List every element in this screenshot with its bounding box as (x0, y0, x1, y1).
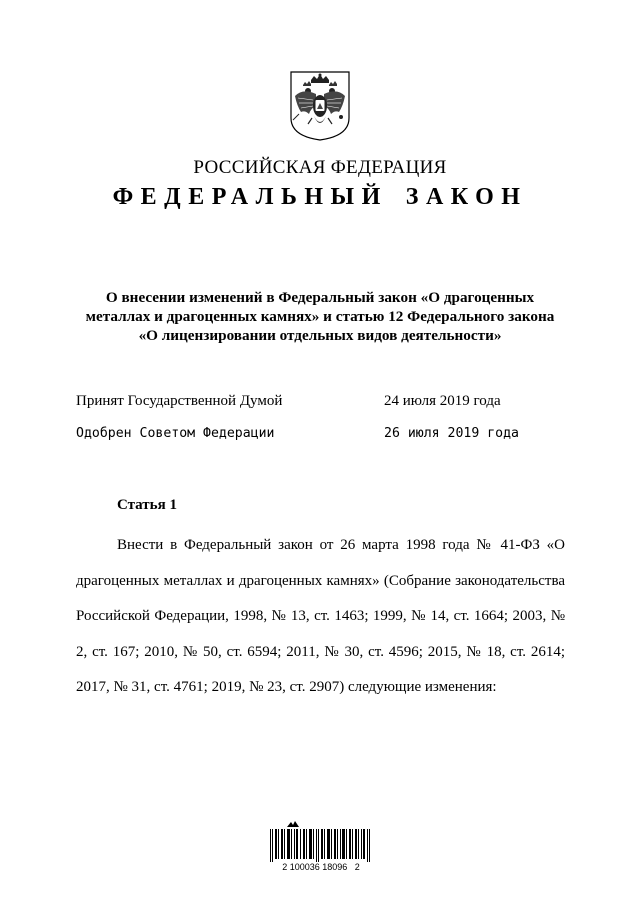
barcode (266, 820, 376, 876)
law-title-line-3: «О лицензировании отдельных видов деятельности» (138, 327, 502, 344)
law-title-line-2: металлах и драгоценных камнях» и статью 12 Федерального закона (85, 308, 555, 325)
country-name: РОССИЙСКАЯ ФЕДЕРАЦИЯ (193, 157, 447, 178)
article-paragraph: Внести в Федеральный закон от 26 марта 1998 года № 41-ФЗ «О драгоценных металлах и драгоценных камнях» (Собрание законодательства Российской Федерации, 1998, № 13, ст. 1463; 1999, № 14, ст. 1664; 2003, № 2, ст. 167; 2010, № 50, ст. 6594; 2011, № 30, ст. 4596; 2015, № 18, ст. 2614; 2017, № 31, ст. 4761; 2019, № 23, ст. 2907) следующие изменения: (76, 537, 565, 695)
barcode-logo-icon (286, 820, 300, 828)
council-approval-date: 26 июля 2019 года (384, 426, 519, 441)
duma-adoption-label: Принят Государственной Думой (76, 393, 283, 409)
document-type-word-2: ЗАКОН (405, 184, 528, 210)
council-approval (76, 426, 576, 441)
document-type (0, 184, 640, 211)
barcode-number: 2 100036 18096 2 (282, 862, 360, 872)
document-type-word-1: ФЕДЕРАЛЬНЫЙ (112, 184, 388, 210)
duma-adoption-date: 24 июля 2019 года (384, 393, 501, 409)
article-heading: Статья 1 (117, 497, 177, 513)
law-title-line-1: О внесении изменений в Федеральный закон «О драгоценных (105, 289, 535, 306)
article-body (76, 528, 565, 706)
council-approval-label: Одобрен Советом Федерации (76, 426, 275, 441)
duma-adoption (76, 393, 576, 410)
coat-of-arms-icon (289, 70, 351, 142)
barcode-bars (270, 829, 370, 862)
law-title (60, 288, 580, 345)
